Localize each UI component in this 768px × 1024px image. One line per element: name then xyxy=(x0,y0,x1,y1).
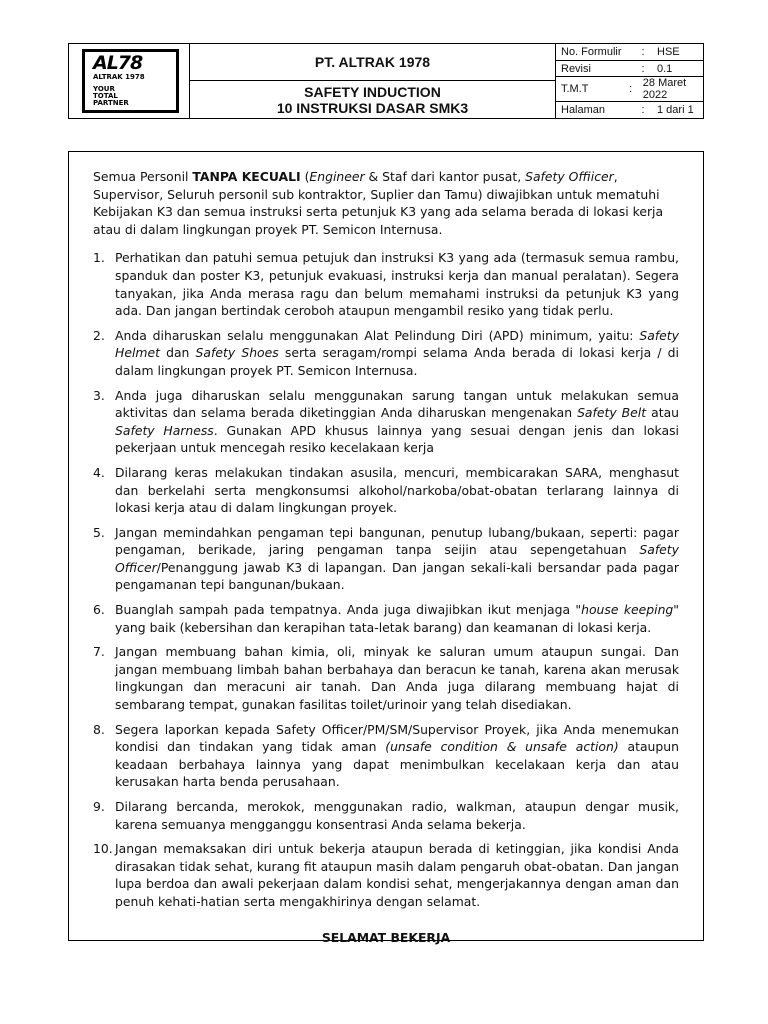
item-number: 8. xyxy=(93,721,105,737)
item-text: serta seragam/rompi selama Anda berada di lokasi kerja / di dalam lingkungan proyek PT. Semicon Internusa. xyxy=(115,345,679,378)
meta-row-effective-date xyxy=(556,77,703,102)
item-text: . Gunakan APD khusus lainnya yang sesuai dengan jenis dan lokasi pekerjaan untuk mencegah resiko kecelakaan kerja xyxy=(115,422,679,456)
closing-line: SELAMAT BEKERJA xyxy=(321,929,451,945)
instruction-item-8 xyxy=(93,721,679,791)
meta-value: 1 dari 1 xyxy=(657,104,694,117)
meta-row-form-number xyxy=(556,44,703,61)
meta-colon: : xyxy=(641,104,645,117)
meta-value: 0.1 xyxy=(657,62,673,75)
meta-label: Halaman xyxy=(561,104,606,117)
item-text: Anda diharuskan selalu menggunakan Alat Pelindung Diri (APD) minimum, yaitu: xyxy=(115,327,640,343)
meta-colon: : xyxy=(629,83,633,96)
instruction-item-4 xyxy=(93,464,679,517)
instruction-item-7 xyxy=(93,643,679,713)
instruction-item-1 xyxy=(93,249,679,319)
item-text: ataupun keadaan berbahaya lainnya yang dapat menimbulkan kecelakaan kerja dan atau kerusakan harta benda perusahaan. xyxy=(115,739,679,790)
item-text: Perhatikan dan patuhi semua petujuk dan instruksi K3 yang ada (termasuk semua rambu, spanduk dan poster K3, petunjuk evakuasi, instruksi kerja dan manual peralatan). Segera tanyakan, jika Anda merasa ragu dan belum memahami instruksi da petunjuk K3 yang ada. Dan jangan bertindak ceroboh ataupun mengambil resiko yang tidak perlu. xyxy=(115,250,679,319)
item-text: Jangan memaksakan diri untuk bekerja ataupun berada di ketinggian, jika kondisi Anda dirasakan tidak sehat, kurang fit ataupun masih dalam pengaruh obat-obatan. Dan jangan lupa berdoa dan awali pekerjaan dalam kondisi sehat, mengerjakannya dengan aman dan penuh kehati-hatian serta mengakhirinya dengan selamat. xyxy=(115,841,679,909)
logo-tagline xyxy=(93,86,129,107)
logo-mark: AL78 xyxy=(93,52,143,74)
item-text: /Penanggung jawab K3 di lapangan. Dan jangan sekali-kali bersandar pada pagar pengamanan tepi bangunan/bukaan. xyxy=(115,559,679,593)
meta-value: HSE xyxy=(657,45,680,58)
item-text: dan xyxy=(159,345,196,361)
item-text: yang baik (kebersihan dan kerapihan tata-letak barang) dan keamanan di lokasi kerja. xyxy=(115,619,652,635)
item-number: 5. xyxy=(93,524,105,540)
meta-row-revision xyxy=(556,61,703,78)
item-text: Dilarang bercanda, merokok, menggunakan radio, walkman, ataupun dengar musik, karena semuanya mengganggu konsentrasi Anda selama bekerja. xyxy=(115,799,679,832)
company-name: PT. ALTRAK 1978 xyxy=(190,44,555,81)
item-italic: (unsafe condition & unsafe action) xyxy=(385,739,619,755)
intro-text: Semua Personil xyxy=(93,169,193,184)
instruction-body xyxy=(68,151,704,945)
intro-italic: Engineer xyxy=(309,169,365,184)
item-number: 1. xyxy=(93,250,105,266)
item-italic: "house keeping" xyxy=(575,602,679,618)
logo-tagline-line: PARTNER xyxy=(93,99,129,107)
intro-text: & Staf dari kantor pusat, xyxy=(364,169,526,184)
item-italic: Safety Officer xyxy=(115,542,679,575)
item-number: 9. xyxy=(93,799,105,814)
title-line-1: SAFETY INDUCTION xyxy=(304,83,441,100)
meta-table xyxy=(556,44,703,118)
intro-paragraph xyxy=(93,168,679,238)
logo-tagline-line: TOTAL xyxy=(93,92,118,100)
item-number: 3. xyxy=(93,387,105,403)
item-italic: Safety Shoes xyxy=(195,345,279,361)
intro-emphasis: TANPA KECUALI xyxy=(192,169,301,184)
meta-label: No. Formulir xyxy=(561,45,622,58)
item-text: Anda juga diharuskan selalu menggunakan sarung tangan untuk melakukan semua aktivitas dan selama berada diketinggian Anda diharuskan mengenakan xyxy=(115,387,679,421)
item-text: Jangan memindahkan pengaman tepi bangunan, penutup lubang/bukaan, seperti: pagar pengaman, berikade, jaring pengaman tanpa seijin atau sepengetahuan xyxy=(115,524,679,558)
instruction-list xyxy=(93,249,679,910)
meta-colon: : xyxy=(641,62,645,75)
item-number: 2. xyxy=(93,327,105,343)
item-text: Segera laporkan kepada Safety Officer/PM/SM/Supervisor Proyek, jika Anda menemukan kondisi dan tindakan yang tidak aman xyxy=(115,721,679,755)
logo-cell xyxy=(69,44,190,118)
item-text: Jangan membuang bahan kimia, oli, minyak ke saluran umum ataupun sungai. Dan jangan membuang limbah bahan berbahaya dan beracun ke tanah, karena akan merusak lingkungan dan meracuni air tanah. Dan Anda juga dilarang membuang hajat di sembarang tempat, gunakan fasilitas toilet/urinoir yang telah disediakan. xyxy=(115,644,679,713)
meta-value: 28 Maret 2022 xyxy=(642,77,687,102)
item-number: 4. xyxy=(93,464,105,480)
title-cell xyxy=(190,44,556,118)
company-logo xyxy=(82,49,179,113)
instruction-item-2 xyxy=(93,327,679,380)
instruction-item-10 xyxy=(93,840,679,910)
document-header xyxy=(68,43,704,119)
instruction-item-9 xyxy=(93,798,679,833)
meta-row-page xyxy=(556,102,703,118)
instruction-item-5 xyxy=(93,524,679,594)
item-italic: Safety Harness xyxy=(115,422,214,438)
meta-colon: : xyxy=(641,45,645,58)
item-text: Dilarang keras melakukan tindakan asusila, mencuri, membicarakan SARA, menghasut dan berkelahi serta mengkonsumsi alkohol/narkoba/obat-obatan terlarang lainnya di lokasi kerja atau di dalam lingkungan proyek. xyxy=(115,464,679,516)
item-number: 6. xyxy=(93,602,105,618)
meta-label: Revisi xyxy=(561,62,591,75)
logo-tagline-line: YOUR xyxy=(93,85,115,93)
instruction-item-3 xyxy=(93,387,679,457)
item-text: atau xyxy=(646,405,680,421)
meta-label: T.M.T xyxy=(561,83,589,96)
intro-text: ( xyxy=(300,169,310,184)
item-text: Buanglah sampah pada tempatnya. Anda juga diwajibkan ikut menjaga xyxy=(115,602,576,618)
item-number: 10. xyxy=(93,841,113,857)
item-number: 7. xyxy=(93,644,105,660)
document-title xyxy=(190,81,555,118)
item-italic: Safety Helmet xyxy=(115,327,679,361)
intro-text: , Supervisor, Seluruh personil sub kontraktor, Suplier dan Tamu) diwajibkan untuk mematuhi Kebijakan K3 dan semua instruksi serta petunjuk K3 yang ada selama berada di lokasi kerja atau di dalam lingkungan proyek PT. Semicon Internusa. xyxy=(93,169,664,237)
item-italic: Safety Belt xyxy=(577,405,647,421)
title-line-2: 10 INSTRUKSI DASAR SMK3 xyxy=(276,99,469,116)
instruction-item-6 xyxy=(93,601,679,636)
intro-italic: Safety Offiicer xyxy=(525,169,614,184)
logo-name: ALTRAK 1978 xyxy=(93,73,145,81)
